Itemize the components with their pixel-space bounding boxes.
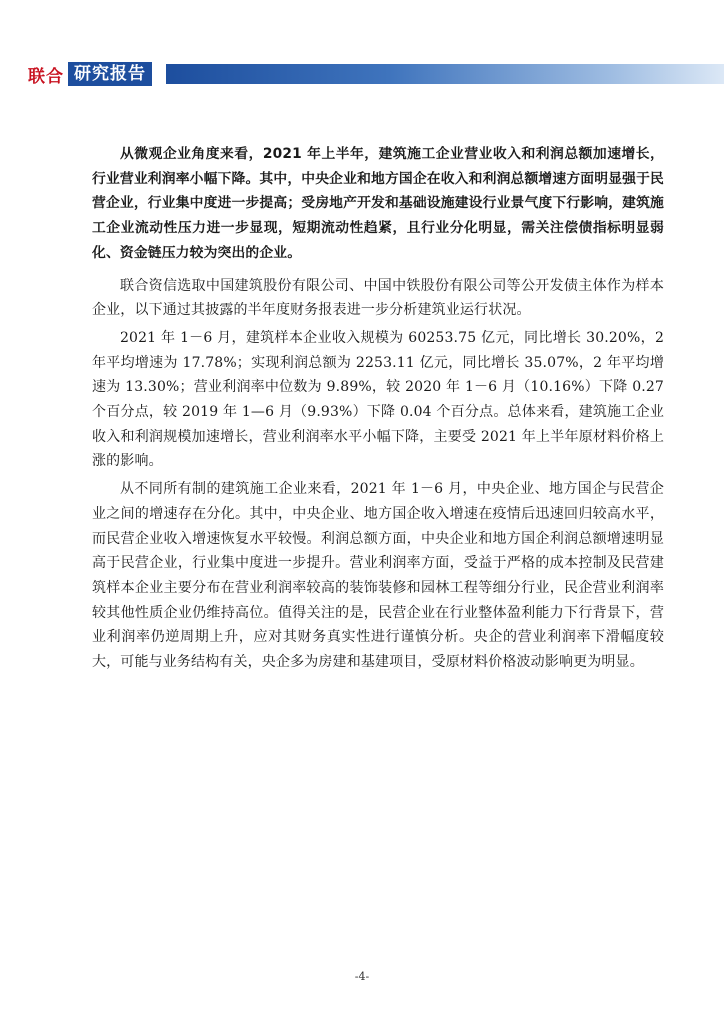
brand-primary-text: 联合 xyxy=(28,66,64,87)
body-paragraph: 联合资信选取中国建筑股份有限公司、中国中铁股份有限公司等公开发债主体作为样本企业，以下通过其披露的半年度财务报表进一步分析建筑业运行状况。 xyxy=(92,277,664,319)
brand-secondary-text: 研究报告 xyxy=(68,62,152,86)
body-paragraph: 2021 年 1－6 月，建筑样本企业收入规模为 60253.75 亿元，同比增长 30.20%，2 年平均增速为 17.78%；实现利润总额为 2253.11 亿元，同比增长 35.07%，2 年平均增速为 13.30%；营业利润率中位数为 9.89%，较 2020 年 1－6 月（10.16%）下降 0.27 个百分点，较 2019 年 1—6 月（9.93%）下降 0.04 个百分点。总体来看，建筑施工企业收入和利润规模加速增长，营业利润率水平小幅下降，主要受 2021 年上半年原材料价格上涨的影响。 xyxy=(92,329,664,470)
report-header xyxy=(28,62,724,86)
document-body xyxy=(92,142,664,678)
report-brand-logo xyxy=(28,62,152,86)
page-number: -4- xyxy=(354,970,370,983)
body-paragraph: 从不同所有制的建筑施工企业来看，2021 年 1－6 月，中央企业、地方国企与民营企业之间的增速存在分化。其中，中央企业、地方国企收入增速在疫情后迅速回归较高水平，而民营企业收入增速恢复水平较慢。利润总额方面，中央企业和地方国企利润总额增速明显高于民营企业，行业集中度进一步提升。营业利润率方面，受益于严格的成本控制及民营建筑样本企业主要分布在营业利润率较高的装饰装修和园林工程等细分行业，民企营业利润率较其他性质企业仍维持高位。值得关注的是，民营企业在行业整体盈利能力下行背景下，营业利润率仍逆周期上升，应对其财务真实性进行谨慎分析。央企的营业利润率下滑幅度较大，可能与业务结构有关，央企多为房建和基建项目，受原材料价格波动影响更为明显。 xyxy=(92,481,664,671)
header-gradient-bar xyxy=(166,64,724,84)
summary-paragraph: 从微观企业角度来看，2021 年上半年，建筑施工企业营业收入和利润总额加速增长，行业营业利润率小幅下降。其中，中央企业和地方国企在收入和利润总额增速方面明显强于民营企业，行业集中度进一步提高；受房地产开发和基础设施建设行业景气度下行影响，建筑施工企业流动性压力进一步显现，短期流动性趋紧，且行业分化明显，需关注偿债指标明显弱化、资金链压力较为突出的企业。 xyxy=(92,146,664,261)
